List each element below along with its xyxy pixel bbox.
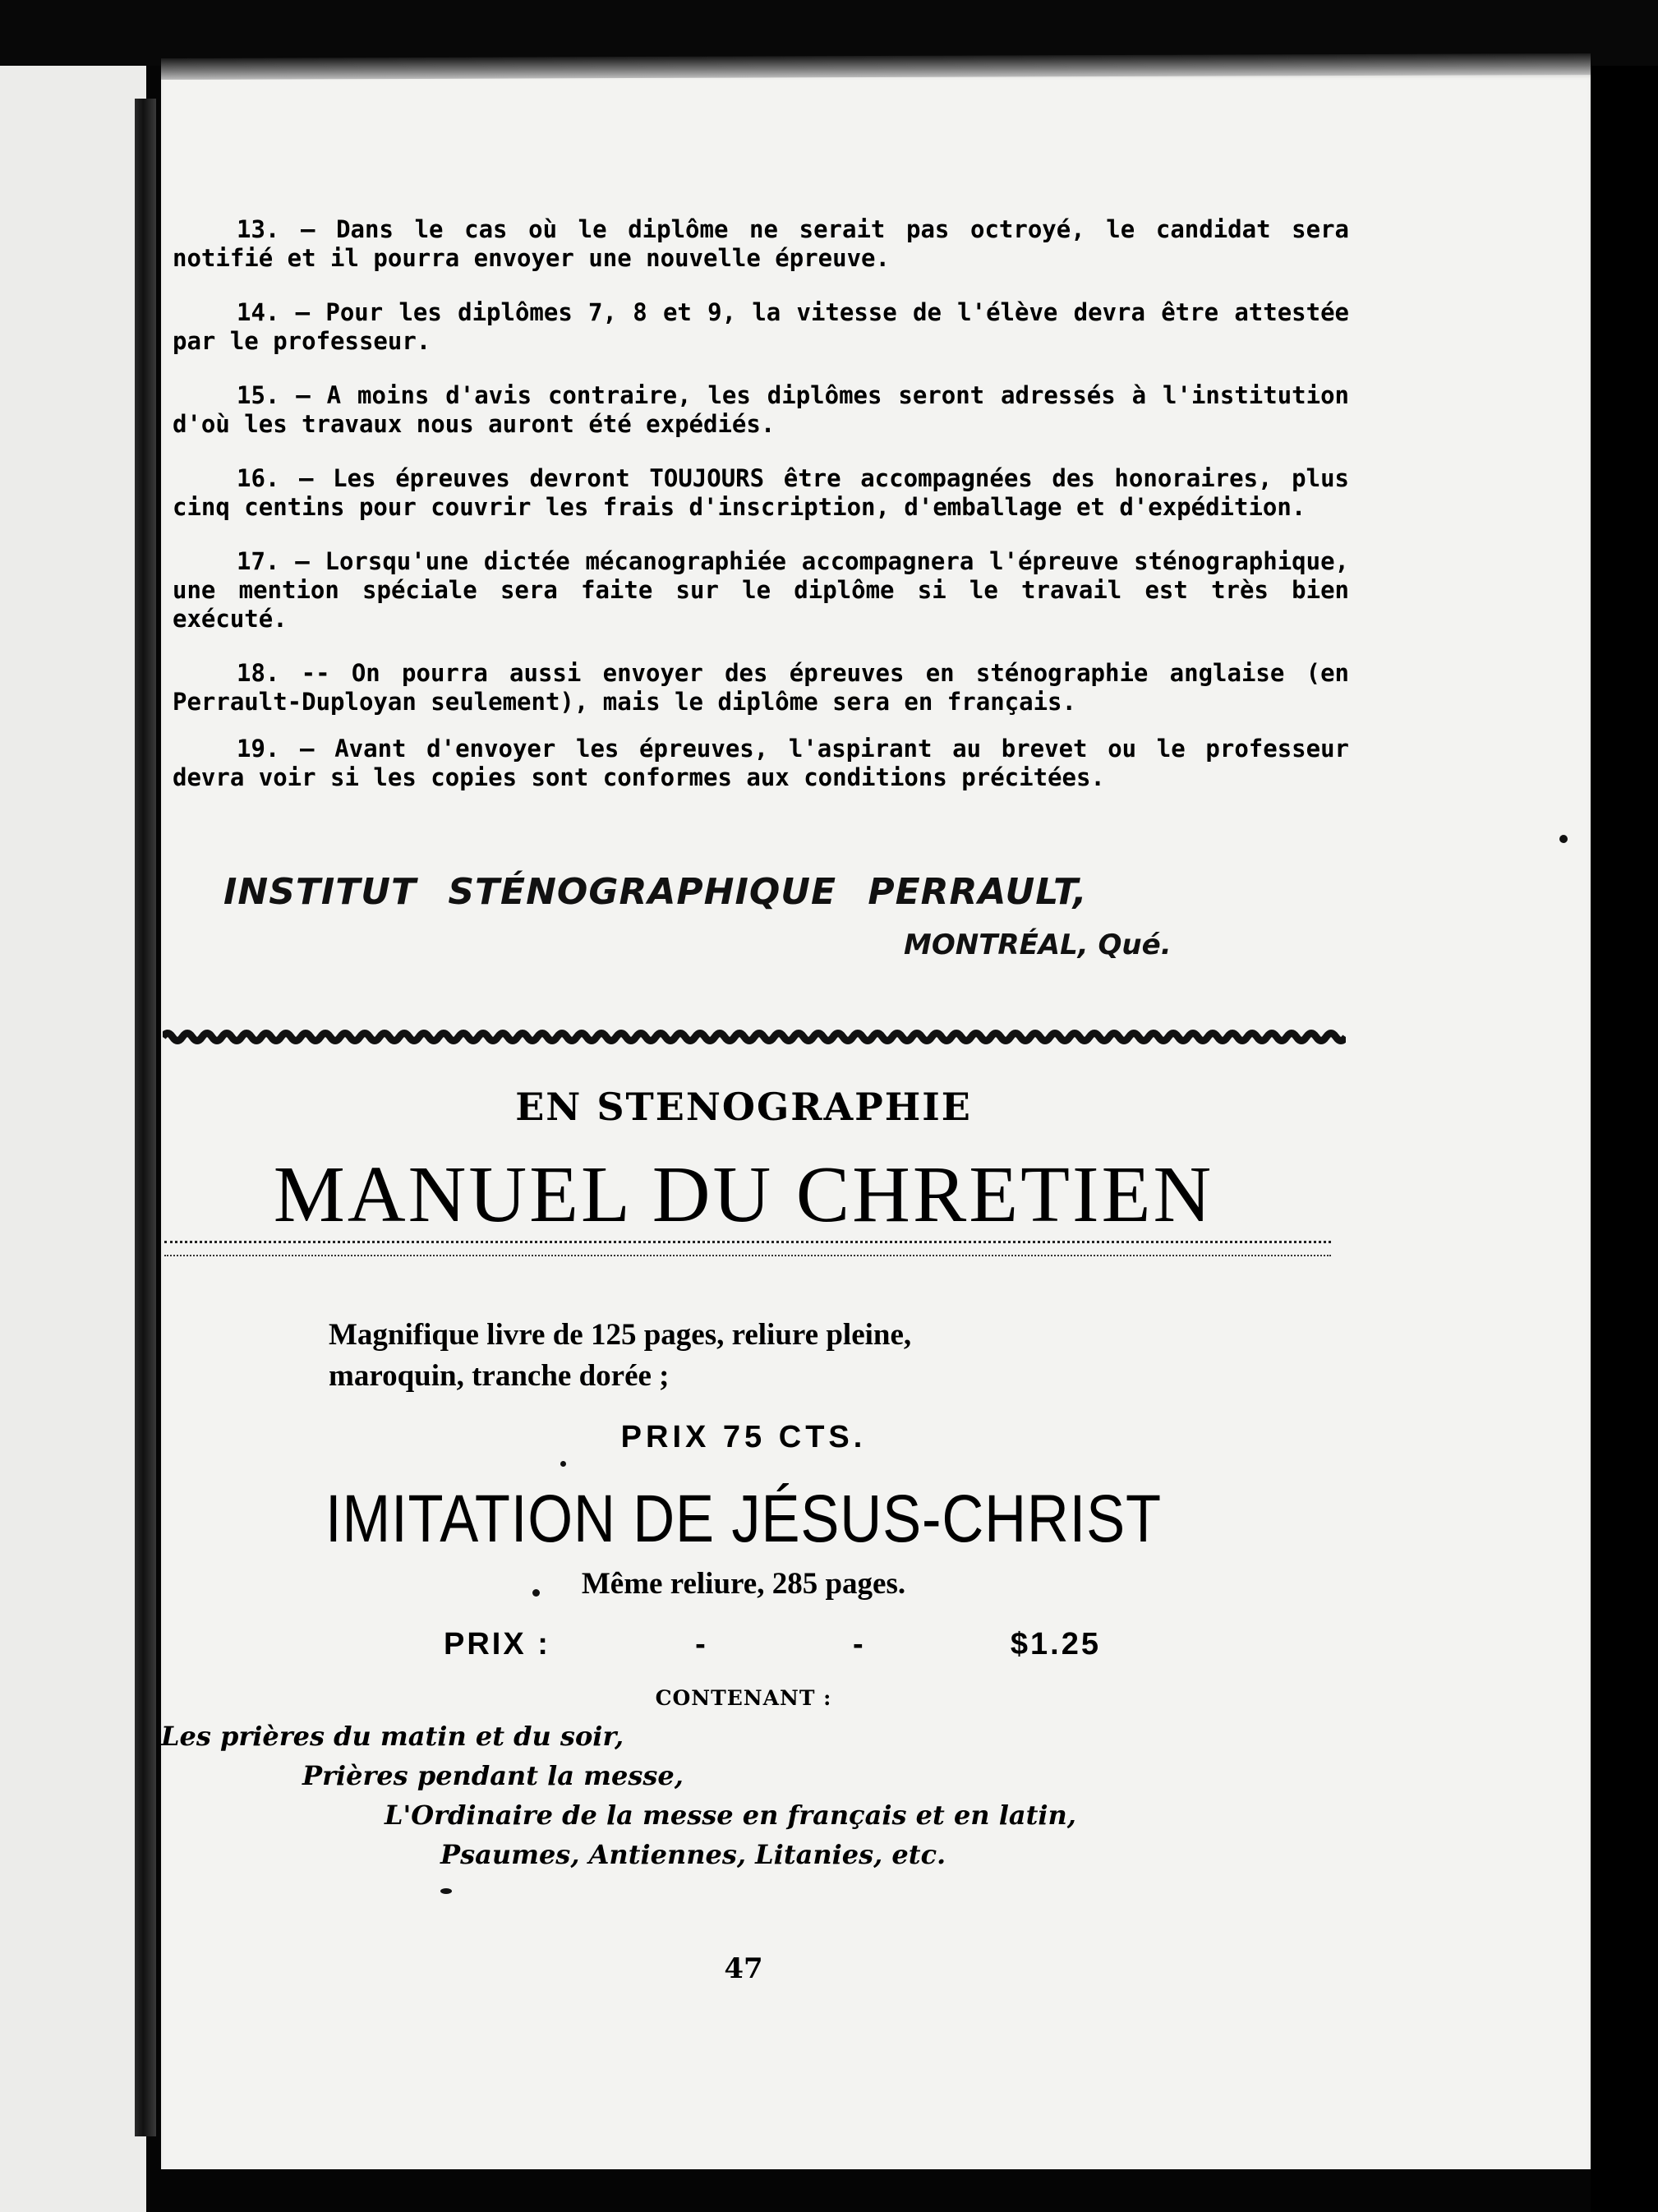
ink-speck: [560, 1461, 566, 1467]
rule-17: 17. — Lorsqu'une dictée mécanographiée accompagnera l'épreuve sténographique, une mention spéciale sera faite sur le diplôme si le travail est très bien exécuté.: [173, 547, 1349, 633]
ad-description-line-1: Magnifique livre de 125 pages, reliure pleine,: [329, 1318, 912, 1352]
price-manuel: PRIX 75 CTS.: [620, 1420, 867, 1454]
page-number: 47: [724, 1952, 763, 1985]
institute-name: INSTITUT STÉNOGRAPHIQUE PERRAULT,: [223, 871, 1088, 913]
rule-18: 18. -- On pourra aussi envoyer des épreuves en sténographie anglaise (en Perrault-Duployan seulement), mais le diplôme sera en français.: [173, 659, 1349, 716]
contents-item: Psaumes, Antiennes, Litanies, etc.: [440, 1839, 946, 1870]
contenant-label: CONTENANT :: [655, 1686, 832, 1710]
price-value: $1.25: [1010, 1627, 1101, 1661]
dotted-underline: [164, 1241, 1331, 1256]
price-dash: -: [853, 1627, 866, 1661]
conditions-list: [173, 215, 1349, 818]
ad-reliure: Même reliure, 285 pages.: [581, 1567, 906, 1601]
ad-description-line-2: maroquin, tranche dorée ;: [329, 1359, 670, 1393]
ad-description: [329, 1315, 1315, 1397]
price-imitation: [444, 1627, 1101, 1662]
book-spine: [135, 99, 156, 2136]
wavy-divider: [163, 1025, 1346, 1048]
ink-speck: [532, 1589, 540, 1597]
rule-19: 19. — Avant d'envoyer les épreuves, l'aspirant au brevet ou le professeur devra voir si les copies sont conformes aux conditions précitées.: [173, 735, 1349, 791]
price-label: PRIX :: [444, 1627, 550, 1661]
ink-speck: [440, 1888, 452, 1894]
institute-city: MONTRÉAL, Qué.: [904, 929, 1172, 961]
rule-16: 16. — Les épreuves devront TOUJOURS être accompagnées des honoraires, plus cinq centins pour couvrir les frais d'inscription, d'emballage et d'expédition.: [173, 464, 1349, 521]
scan-border-right: [1591, 66, 1658, 2212]
ad-heading-manuel: MANUEL DU CHRETIEN: [273, 1150, 1214, 1239]
facing-page-edge: [0, 66, 146, 2212]
ink-speck: [1559, 835, 1568, 843]
rule-13: 13. — Dans le cas où le diplôme ne serait pas octroyé, le candidat sera notifié et il pourra envoyer une nouvelle épreuve.: [173, 215, 1349, 272]
rule-15: 15. — A moins d'avis contraire, les diplômes seront adressés à l'institution d'où les travaux nous auront été expédiés.: [173, 381, 1349, 438]
contents-item: Prières pendant la messe,: [302, 1760, 684, 1791]
rule-14: 14. — Pour les diplômes 7, 8 et 9, la vitesse de l'élève devra être attestée par le professeur.: [173, 298, 1349, 355]
ad-heading-imitation: IMITATION DE JÉSUS-CHRIST: [325, 1482, 1162, 1556]
contents-item: L'Ordinaire de la messe en français et en latin,: [385, 1800, 1076, 1831]
price-dash: -: [695, 1627, 708, 1661]
contents-item: Les prières du matin et du soir,: [161, 1721, 624, 1752]
ad-heading-small: EN STENOGRAPHIE: [515, 1085, 972, 1129]
